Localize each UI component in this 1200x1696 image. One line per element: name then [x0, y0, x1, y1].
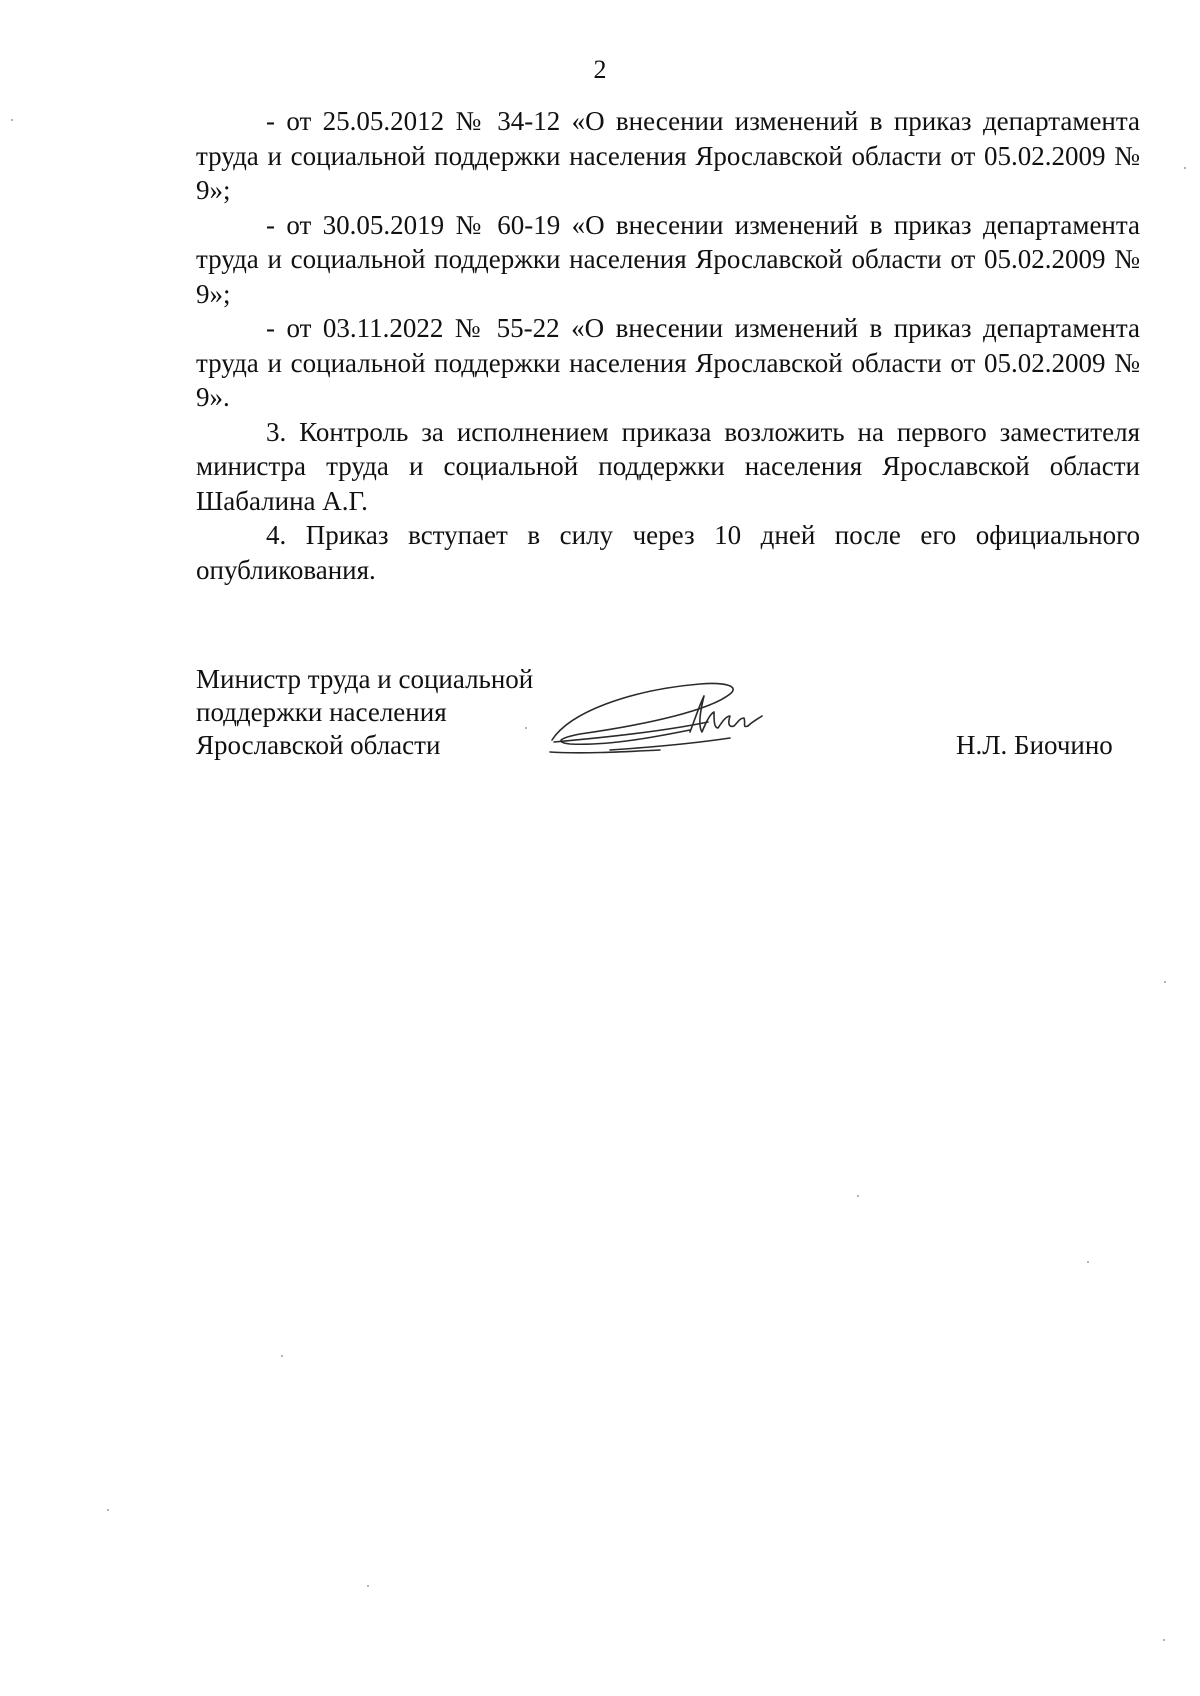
signatory-title-line: Ярославской области [196, 730, 441, 760]
signatory-title-line: поддержки населения [196, 697, 447, 727]
signatory-title-line: Министр труда и социальной [196, 664, 534, 694]
amendment-item-2019: - от 30.05.2019 № 60-19 «О внесении изменений в приказ департамента труда и социальной поддержки населения Ярославской области от 05.02.2009 № 9»; [196, 209, 1140, 309]
clause-control: 3. Контроль за исполнением приказа возложить на первого заместителя министра труда и социальной поддержки населения Ярославской области Шабалина А.Г. [196, 416, 1140, 516]
document-body [196, 104, 1140, 587]
page-number: 2 [593, 55, 607, 84]
signatory-title [196, 663, 533, 762]
amendment-item-2012: - от 25.05.2012 № 34-12 «О внесении изменений в приказ департамента труда и социальной поддержки населения Ярославской области от 05.02.2009 № 9»; [196, 106, 1140, 205]
clause-effective-date: 4. Приказ вступает в силу через 10 дней после его официального опубликования. [196, 520, 1140, 585]
amendment-item-2022: - от 03.11.2022 № 55-22 «О внесении изменений в приказ департамента труда и социальной поддержки населения Ярославской области от 05.02.2009 № 9». [196, 313, 1140, 412]
signer-name: Н.Л. Биочино [956, 730, 1113, 760]
handwritten-signature [540, 672, 790, 772]
